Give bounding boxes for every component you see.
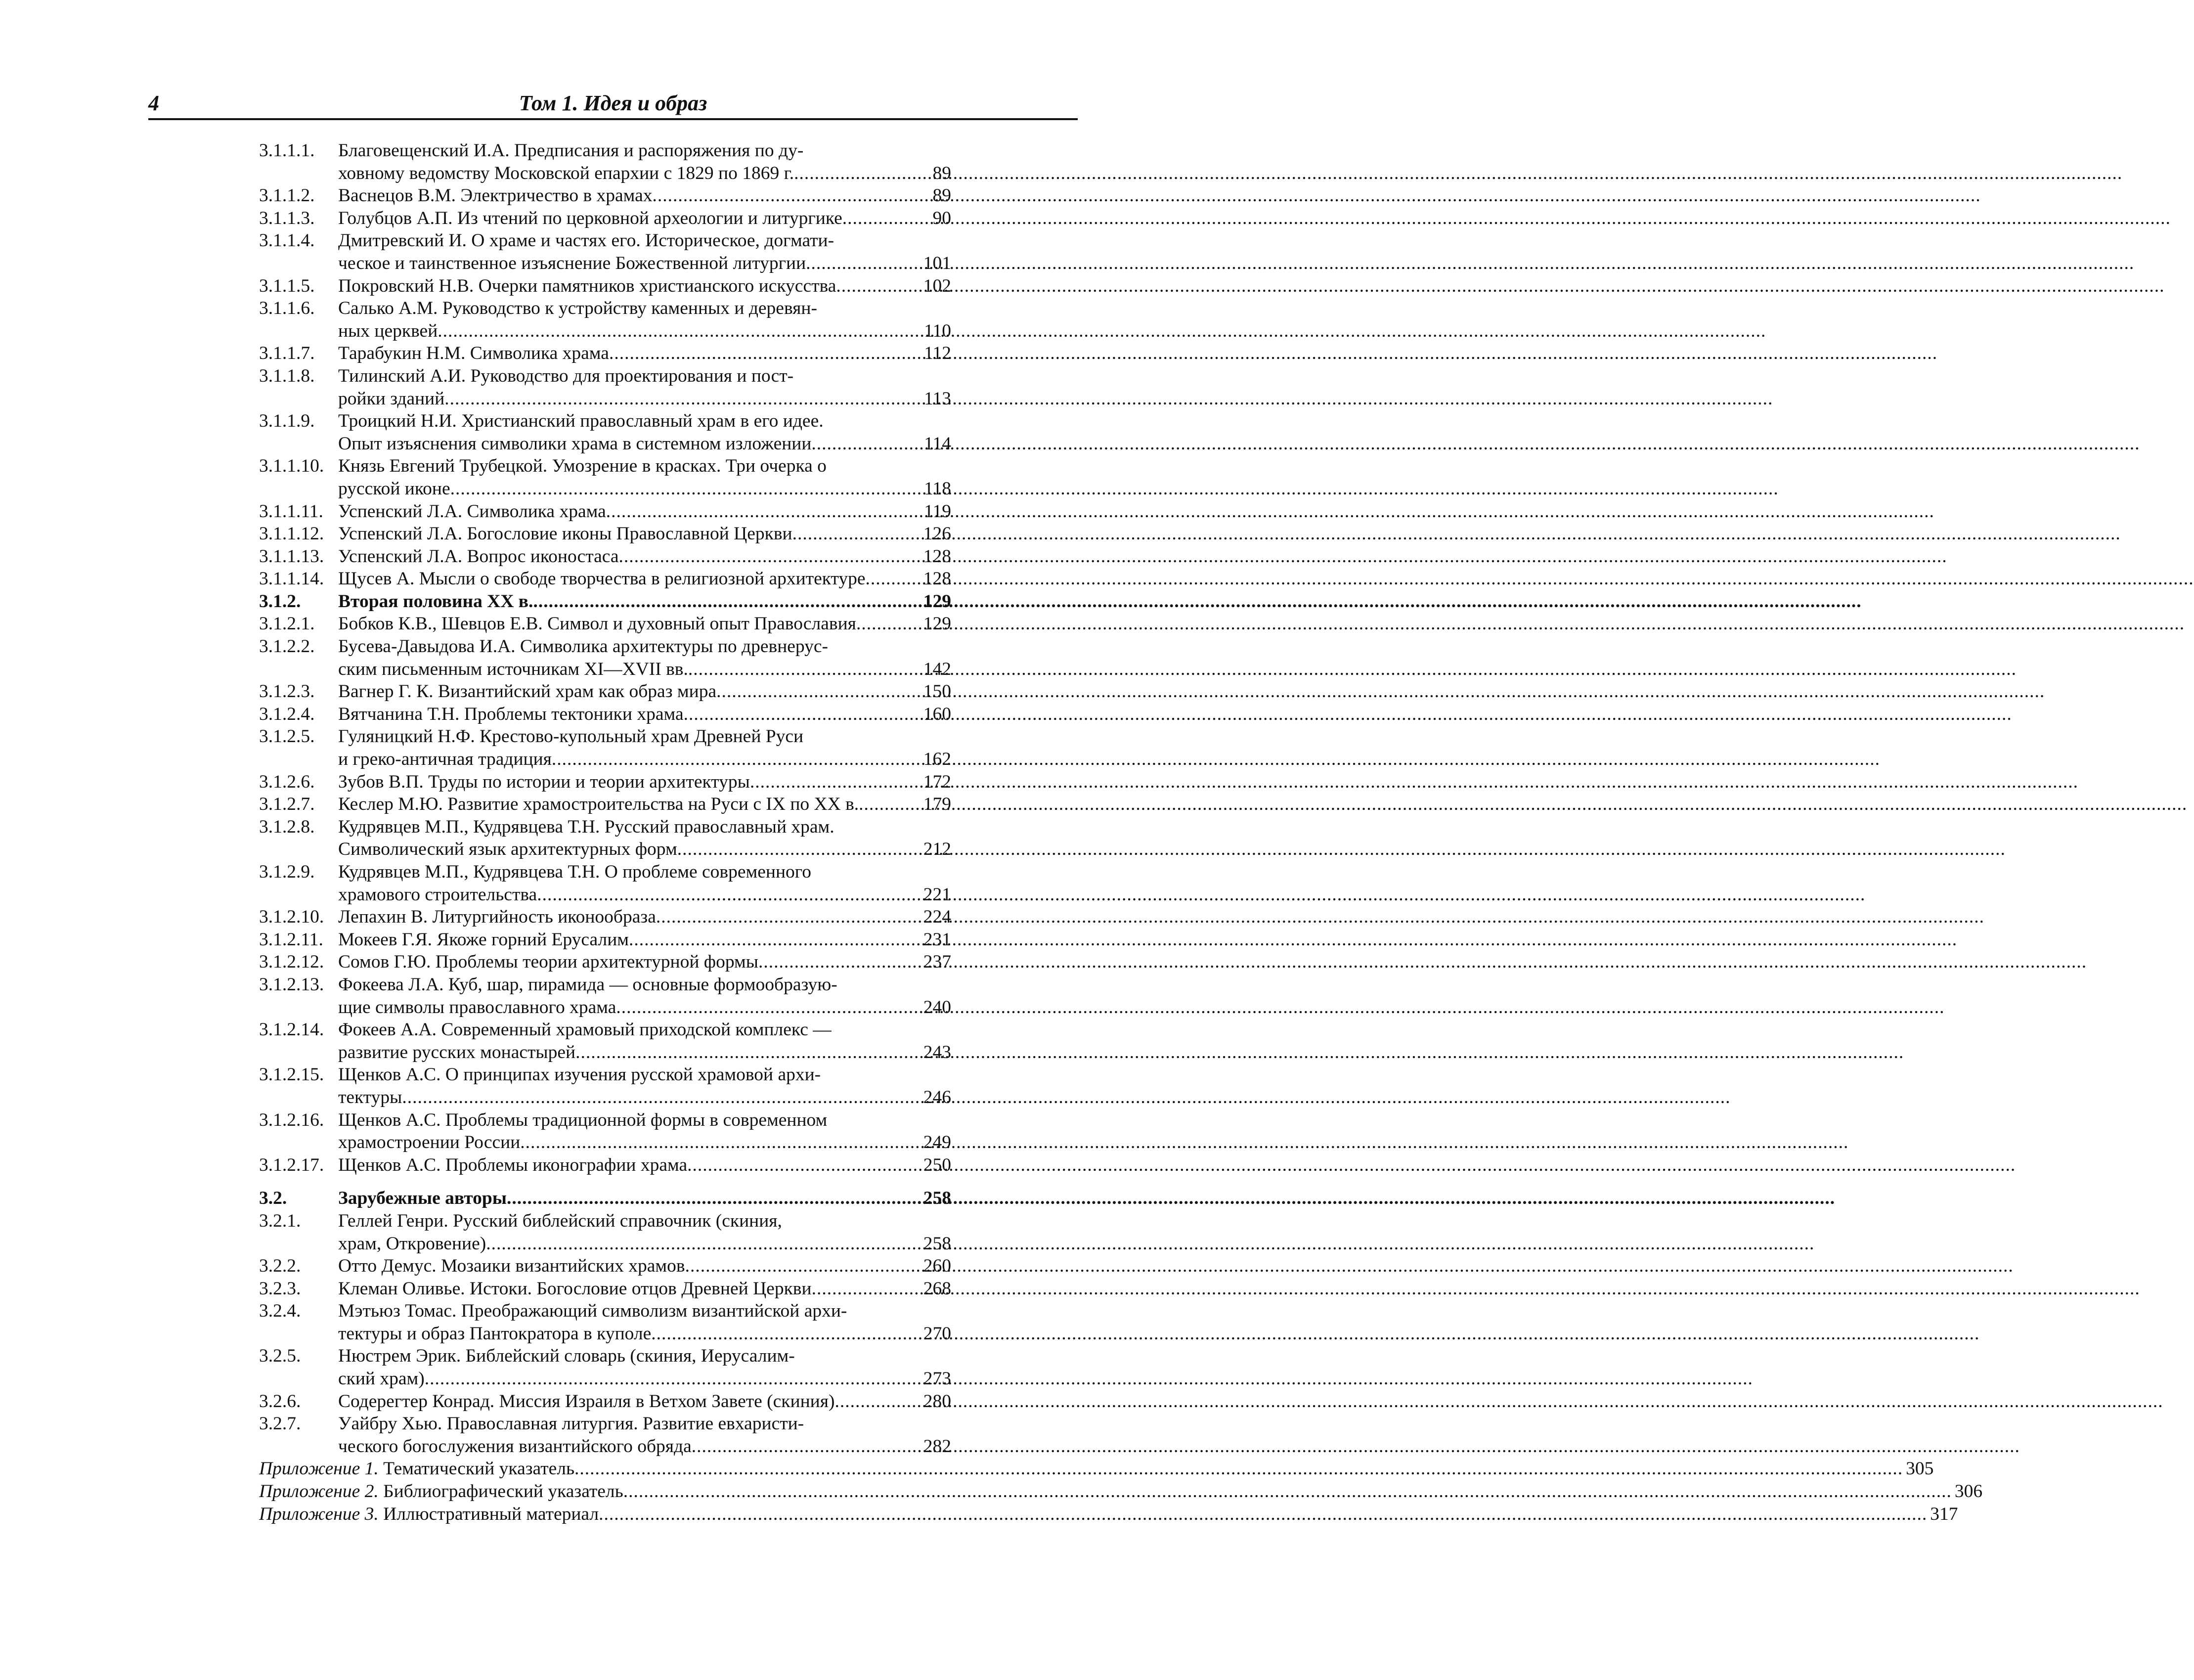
toc-page-number: 258 <box>923 1188 951 1209</box>
toc-entry-title-line: Покровский Н.В. Очерки памятников христианского искусства <box>338 275 836 296</box>
toc-entry-title-line: Нюстрем Эрик. Библейский словарь (скиния, Иерусалим- <box>338 1346 795 1367</box>
dot-leader <box>834 1390 920 1413</box>
toc-page-number: 126 <box>923 524 951 544</box>
toc-entry-title-line: ческого богослужения византийского обряда <box>338 1436 692 1457</box>
dot-leader <box>537 884 921 906</box>
toc-entry-number: 3.2.6. <box>259 1391 301 1412</box>
toc-entry-number: 3.1.2.3. <box>259 681 315 702</box>
toc-entry-number: 3.1.1.7. <box>259 343 315 364</box>
appendix-title: Иллюстративный материал <box>383 1503 599 1524</box>
toc-entry-title-line: Вагнер Г. К. Византийский храм как образ мира <box>338 681 717 702</box>
toc-page-number: 102 <box>923 275 951 296</box>
toc-page-number: 179 <box>923 794 951 815</box>
toc-entry-title-line: ных церквей <box>338 320 438 341</box>
toc-page-number: 243 <box>923 1042 951 1062</box>
toc-entry-title-line: Мэтьюз Томас. Преображающий символизм византийской архи- <box>338 1301 847 1322</box>
toc-appendix-entry[interactable] <box>259 1480 1983 1503</box>
toc-entry-title-line: Клеман Оливье. Истоки. Богословие отцов Древней Церкви <box>338 1278 812 1299</box>
dot-leader <box>685 1255 921 1278</box>
toc-page-number: 150 <box>923 681 951 702</box>
dot-leader <box>684 703 921 726</box>
toc-page-number: 280 <box>923 1391 951 1412</box>
toc-page-number: 110 <box>924 320 951 341</box>
running-title: Том 1. Идея и образ <box>519 91 707 115</box>
toc-entry-title-line: Опыт изъяснения символики храма в системном изложении <box>338 433 812 454</box>
toc-entry[interactable] <box>259 455 951 500</box>
toc-entry-title-line: ческое и таинственное изъяснение Божественной литургии <box>338 253 806 273</box>
toc-entry-title-line: тектуры и образ Пантократора в куполе <box>338 1323 652 1344</box>
dot-leader <box>599 1503 1927 1526</box>
dot-leader <box>688 658 921 681</box>
toc-appendix-entry[interactable] <box>259 1458 1934 1480</box>
toc-entry-title-line: развитие русских монастырей <box>338 1042 576 1062</box>
toc-entry[interactable] <box>259 1278 951 1300</box>
toc-entry-title-line: щие символы православного храма <box>338 997 616 1017</box>
toc-entry[interactable] <box>259 861 951 906</box>
toc-page-number: 89 <box>932 163 951 183</box>
dot-leader <box>606 500 921 523</box>
dot-leader <box>806 252 921 275</box>
toc-entry[interactable] <box>259 1063 951 1108</box>
toc-page-number: 240 <box>923 997 951 1017</box>
toc-entry[interactable] <box>259 680 951 703</box>
toc-entry-title-line: Бобков К.В., Шевцов Е.В. Символ и духовный опыт Православия <box>338 614 856 634</box>
toc-entry-title-line: Кудрявцев М.П., Кудрявцева Т.Н. О проблеме современного <box>338 862 811 882</box>
dot-leader <box>812 1278 921 1300</box>
toc-entry-number: 3.1.2.2. <box>259 636 315 657</box>
toc-page-number: 172 <box>923 771 951 792</box>
toc-entry-title-line: Сомов Г.Ю. Проблемы теории архитектурной формы <box>338 952 758 973</box>
toc-entry-number: 3.1.1.6. <box>259 298 315 319</box>
toc-entry-number: 3.2.7. <box>259 1414 301 1434</box>
toc-entry[interactable] <box>259 207 951 230</box>
dot-leader <box>656 906 921 928</box>
toc-page-number: 260 <box>923 1256 951 1277</box>
appendix-label: Приложение 1. <box>259 1459 379 1479</box>
toc-entry[interactable] <box>259 139 951 184</box>
toc-entry-title-line: Голубцов А.П. Из чтений по церковной археологии и литургике <box>338 208 842 228</box>
dot-leader <box>520 1131 920 1154</box>
toc-entry-number: 3.1.2.4. <box>259 704 315 724</box>
toc-entry[interactable] <box>259 906 951 928</box>
appendix-title: Тематический указатель <box>383 1459 575 1479</box>
dot-leader <box>651 1323 920 1345</box>
toc-entry-title-line: Отто Демус. Мозаики византийских храмов <box>338 1256 685 1277</box>
toc-entry-title-line: ским письменным источникам XI—XVII вв. <box>338 659 688 679</box>
toc-entry[interactable] <box>259 1390 951 1413</box>
toc-entry-number: 3.1.2.13. <box>259 974 324 995</box>
toc-section-heading[interactable] <box>259 1187 951 1210</box>
dot-leader <box>811 433 921 455</box>
appendix-label: Приложение 3. <box>259 1503 379 1524</box>
dot-leader <box>575 1041 921 1064</box>
toc-entry[interactable] <box>259 1345 951 1390</box>
toc-entry-title-line: Зарубежные авторы <box>338 1188 507 1209</box>
dot-leader <box>609 342 921 365</box>
toc-entry[interactable] <box>259 613 951 635</box>
toc-entry-number: 3.1.1.2. <box>259 185 315 206</box>
toc-entry[interactable] <box>259 928 951 951</box>
toc-entry-title-line: Щенков А.С. О принципах изучения русской храмовой архи- <box>338 1064 821 1085</box>
toc-page-number: 249 <box>923 1132 951 1153</box>
toc-page-number: 268 <box>923 1278 951 1299</box>
toc-page-number: 231 <box>923 929 951 950</box>
dot-leader <box>574 1458 1903 1480</box>
toc-entry-number: 3.1.2.7. <box>259 794 315 815</box>
dot-leader <box>616 996 920 1019</box>
toc-entry-number: 3.1.2.17. <box>259 1154 324 1175</box>
toc-entry-number: 3.2.3. <box>259 1278 301 1299</box>
toc-entry-number: 3.1.1.5. <box>259 275 315 296</box>
toc-page-number: 224 <box>923 907 951 928</box>
toc-entry[interactable] <box>259 275 951 298</box>
dot-leader <box>716 680 921 703</box>
toc-page-number: 246 <box>923 1087 951 1107</box>
toc-entry[interactable] <box>259 793 951 816</box>
toc-entry-number: 3.2.4. <box>259 1301 301 1322</box>
toc-entry[interactable] <box>259 973 951 1018</box>
dot-leader <box>533 590 920 613</box>
dot-leader <box>859 793 921 816</box>
toc-entry[interactable] <box>259 1018 951 1063</box>
toc-entry-title-line: Фокеева Л.А. Куб, шар, пирамида — основные формообразую- <box>338 974 837 995</box>
dot-leader <box>866 568 921 590</box>
toc-entry-title-line: Вятчанина Т.Н. Проблемы тектоники храма <box>338 704 684 724</box>
table-of-contents <box>259 139 1983 1525</box>
toc-entry-title-line: Кудрявцев М.П., Кудрявцева Т.Н. Русский православный храм. <box>338 816 834 837</box>
toc-entry-title-line: Дмитревский И. О храме и частях его. Историческое, догмати- <box>338 230 834 251</box>
toc-entry-title-line: Щенков А.С. Проблемы традиционной формы в современном <box>338 1109 828 1130</box>
toc-entry[interactable] <box>259 703 951 726</box>
toc-entry-title-line: русской иконе <box>338 478 450 499</box>
dot-leader <box>653 184 930 207</box>
toc-entry-number: 3.1.1.1. <box>259 140 315 161</box>
toc-page-number: 112 <box>924 343 951 364</box>
toc-entry-title-line: Зубов В.П. Труды по истории и теории архитектуры <box>338 771 750 792</box>
dot-leader <box>750 771 921 794</box>
toc-page-number: 90 <box>932 208 951 228</box>
toc-entry-title-line: Гуляницкий Н.Ф. Крестово-купольный храм Древней Руси <box>338 726 804 747</box>
toc-page-number: 250 <box>923 1154 951 1175</box>
appendix-title: Библиографический указатель <box>383 1481 623 1502</box>
dot-leader <box>425 1368 921 1390</box>
toc-entry[interactable] <box>259 1154 951 1177</box>
toc-entry-number: 3.1.1.9. <box>259 411 315 432</box>
toc-entry-title-line: тектуры <box>338 1087 402 1107</box>
toc-entry-number: 3.1.1.12. <box>259 524 324 544</box>
toc-entry-title-line: Геллей Генри. Русский библейский справочник (скиния, <box>338 1210 782 1231</box>
toc-entry-number: 3.1.2.8. <box>259 816 315 837</box>
toc-entry-number: 3.1.1.14. <box>259 569 324 589</box>
toc-entry-number: 3.1.2.11. <box>259 929 323 950</box>
toc-entry-title-line: ройки зданий <box>338 388 445 409</box>
dot-leader <box>444 388 921 410</box>
toc-entry-number: 3.1.2.5. <box>259 726 315 747</box>
toc-entry-title-line: Кеслер М.Ю. Развитие храмостроительства на Руси с IX по XX в. <box>338 794 859 815</box>
toc-page-number: 282 <box>923 1436 951 1457</box>
toc-page-number: 212 <box>923 839 951 860</box>
toc-appendix-entry[interactable] <box>259 1503 1958 1526</box>
dot-leader <box>687 1154 921 1177</box>
toc-entry-title-line: Васнецов В.М. Электричество в храмах <box>338 185 653 206</box>
dot-leader <box>623 1480 1952 1503</box>
toc-entry[interactable] <box>259 365 951 410</box>
toc-entry-number: 3.1.1.3. <box>259 208 315 228</box>
dot-leader <box>507 1187 921 1210</box>
toc-entry-title-line: Фокеев А.А. Современный храмовый приходской комплекс — <box>338 1019 832 1040</box>
toc-page-number: 317 <box>1930 1503 1958 1524</box>
toc-entry-number: 3.2.2. <box>259 1256 301 1277</box>
dot-leader <box>794 162 929 185</box>
toc-entry[interactable] <box>259 545 951 568</box>
dot-leader <box>450 478 921 500</box>
toc-entry[interactable] <box>259 816 951 861</box>
toc-entry-number: 3.1.2.1. <box>259 614 315 634</box>
toc-page-number: 114 <box>924 433 951 454</box>
toc-entry-title-line: Вторая половина XX в. <box>338 591 533 612</box>
dot-leader <box>677 838 921 861</box>
dot-leader <box>486 1233 921 1255</box>
toc-entry-title-line: храм, Откровение) <box>338 1233 486 1254</box>
dot-leader <box>842 207 930 230</box>
toc-entry-title-line: Тарабукин Н.М. Символика храма <box>338 343 609 364</box>
toc-entry-title-line: Тилинский А.И. Руководство для проектирования и пост- <box>338 365 794 386</box>
toc-page-number: 113 <box>924 388 951 409</box>
toc-page-number: 258 <box>923 1233 951 1254</box>
dot-leader <box>402 1086 920 1109</box>
toc-page-number: 273 <box>923 1369 951 1389</box>
toc-entry[interactable] <box>259 1210 951 1255</box>
page-number: 4 <box>148 91 159 115</box>
toc-entry-number: 3.1.2.12. <box>259 952 324 973</box>
toc-entry-number: 3.1.2.15. <box>259 1064 324 1085</box>
toc-entry-number: 3.1.2.6. <box>259 771 315 792</box>
toc-entry-title-line: храмостроении России <box>338 1132 521 1153</box>
toc-page-number: 101 <box>923 253 951 273</box>
toc-entry-number: 3.2.5. <box>259 1346 301 1367</box>
toc-entry[interactable] <box>259 1413 951 1458</box>
toc-entry-number: 3.1.1.4. <box>259 230 315 251</box>
dot-leader <box>856 613 921 635</box>
toc-entry-number: 3.1.1.10. <box>259 456 324 477</box>
running-header <box>148 87 1078 121</box>
toc-entry[interactable] <box>259 725 951 770</box>
toc-entry-title-line: Успенский Л.А. Символика храма <box>338 501 606 522</box>
toc-page-number: 129 <box>923 614 951 634</box>
toc-entry-title-line: Князь Евгений Трубецкой. Умозрение в красках. Три очерка о <box>338 456 827 477</box>
toc-page-number: 305 <box>1906 1459 1934 1479</box>
toc-entry-title-line: Символический язык архитектурных форм <box>338 839 677 860</box>
toc-entry-number: 3.1.2.16. <box>259 1109 324 1130</box>
toc-entry-title-line: Салько А.М. Руководство к устройству каменных и деревян- <box>338 298 817 319</box>
toc-page-number: 237 <box>923 952 951 973</box>
toc-entry[interactable] <box>259 410 951 455</box>
toc-entry[interactable] <box>259 500 951 523</box>
toc-page-number: 128 <box>923 546 951 567</box>
toc-entry-title-line: Уайбру Хью. Православная литургия. Развитие евхаристи- <box>338 1414 804 1434</box>
appendix-label: Приложение 2. <box>259 1481 379 1502</box>
toc-entry[interactable] <box>259 342 951 365</box>
toc-page-number: 162 <box>923 749 951 770</box>
toc-entry-title-line: Щусев А. Мысли о свободе творчества в религиозной архитектуре <box>338 569 866 589</box>
toc-entry-number: 3.1.1.11. <box>259 501 323 522</box>
toc-entry[interactable] <box>259 1255 951 1278</box>
toc-entry-title-line: храмового строительства <box>338 884 537 905</box>
toc-entry[interactable] <box>259 184 951 207</box>
toc-page-number: 128 <box>923 569 951 589</box>
toc-entry-title-line: Мокеев Г.Я. Якоже горний Ерусалим <box>338 929 629 950</box>
toc-entry-title-line: и греко-античная традиция <box>338 749 552 770</box>
toc-entry-number: 3.2.1. <box>259 1210 301 1231</box>
dot-leader <box>758 951 921 973</box>
toc-entry[interactable] <box>259 771 951 794</box>
dot-leader <box>792 523 921 545</box>
toc-entry-title-line: Успенский Л.А. Богословие иконы Православной Церкви <box>338 524 792 544</box>
toc-page-number: 160 <box>923 704 951 724</box>
toc-entry-title-line: Щенков А.С. Проблемы иконографии храма <box>338 1154 688 1175</box>
toc-page-number: 129 <box>923 591 951 612</box>
header-rule <box>148 118 1078 120</box>
toc-entry[interactable] <box>259 1300 951 1345</box>
toc-entry-number: 3.1.1.8. <box>259 365 315 386</box>
toc-page-number: 119 <box>924 501 951 522</box>
toc-entry[interactable] <box>259 568 951 590</box>
toc-entry[interactable] <box>259 1109 951 1154</box>
dot-leader <box>836 275 920 298</box>
toc-entry-number: 3.1.2. <box>259 591 301 612</box>
toc-entry-number: 3.1.2.14. <box>259 1019 324 1040</box>
toc-page-number: 306 <box>1954 1481 1983 1502</box>
toc-entry[interactable] <box>259 635 951 680</box>
dot-leader <box>692 1435 921 1458</box>
toc-page-number: 270 <box>923 1323 951 1344</box>
toc-page-number: 118 <box>924 478 951 499</box>
toc-entry-title-line: Троицкий Н.И. Христианский православный храм в его идее. <box>338 411 824 432</box>
toc-page-number: 221 <box>923 884 951 905</box>
toc-page-number: 89 <box>932 185 951 206</box>
toc-entry-number: 3.1.1.13. <box>259 546 324 567</box>
toc-entry-title-line: Бусева-Давыдова И.А. Символика архитектуры по древнерус- <box>338 636 829 657</box>
toc-entry-number: 3.1.2.9. <box>259 862 315 882</box>
toc-entry-title-line: ховному ведомству Московской епархии с 1829 по 1869 г. <box>338 163 794 183</box>
dot-leader <box>552 748 921 771</box>
toc-section-heading[interactable] <box>259 590 951 613</box>
toc-entry-title-line: Успенский Л.А. Вопрос иконостаса <box>338 546 619 567</box>
toc-page-number: 142 <box>923 659 951 679</box>
dot-leader <box>619 545 921 568</box>
toc-entry[interactable] <box>259 297 951 342</box>
toc-entry[interactable] <box>259 229 951 274</box>
toc-entry-number: 3.1.2.10. <box>259 907 324 928</box>
toc-entry-title-line: Благовещенский И.А. Предписания и распоряжения по ду- <box>338 140 804 161</box>
dot-leader <box>629 928 921 951</box>
toc-entry[interactable] <box>259 951 951 973</box>
dot-leader <box>438 320 921 343</box>
toc-entry-number: 3.2. <box>259 1188 287 1209</box>
toc-entry-title-line: ский храм) <box>338 1369 425 1389</box>
toc-entry-title-line: Содерегтер Конрад. Миссия Израиля в Ветхом Завете (скиния) <box>338 1391 835 1412</box>
toc-entry[interactable] <box>259 523 951 545</box>
toc-entry-title-line: Лепахин В. Литургийность иконообраза <box>338 907 656 928</box>
